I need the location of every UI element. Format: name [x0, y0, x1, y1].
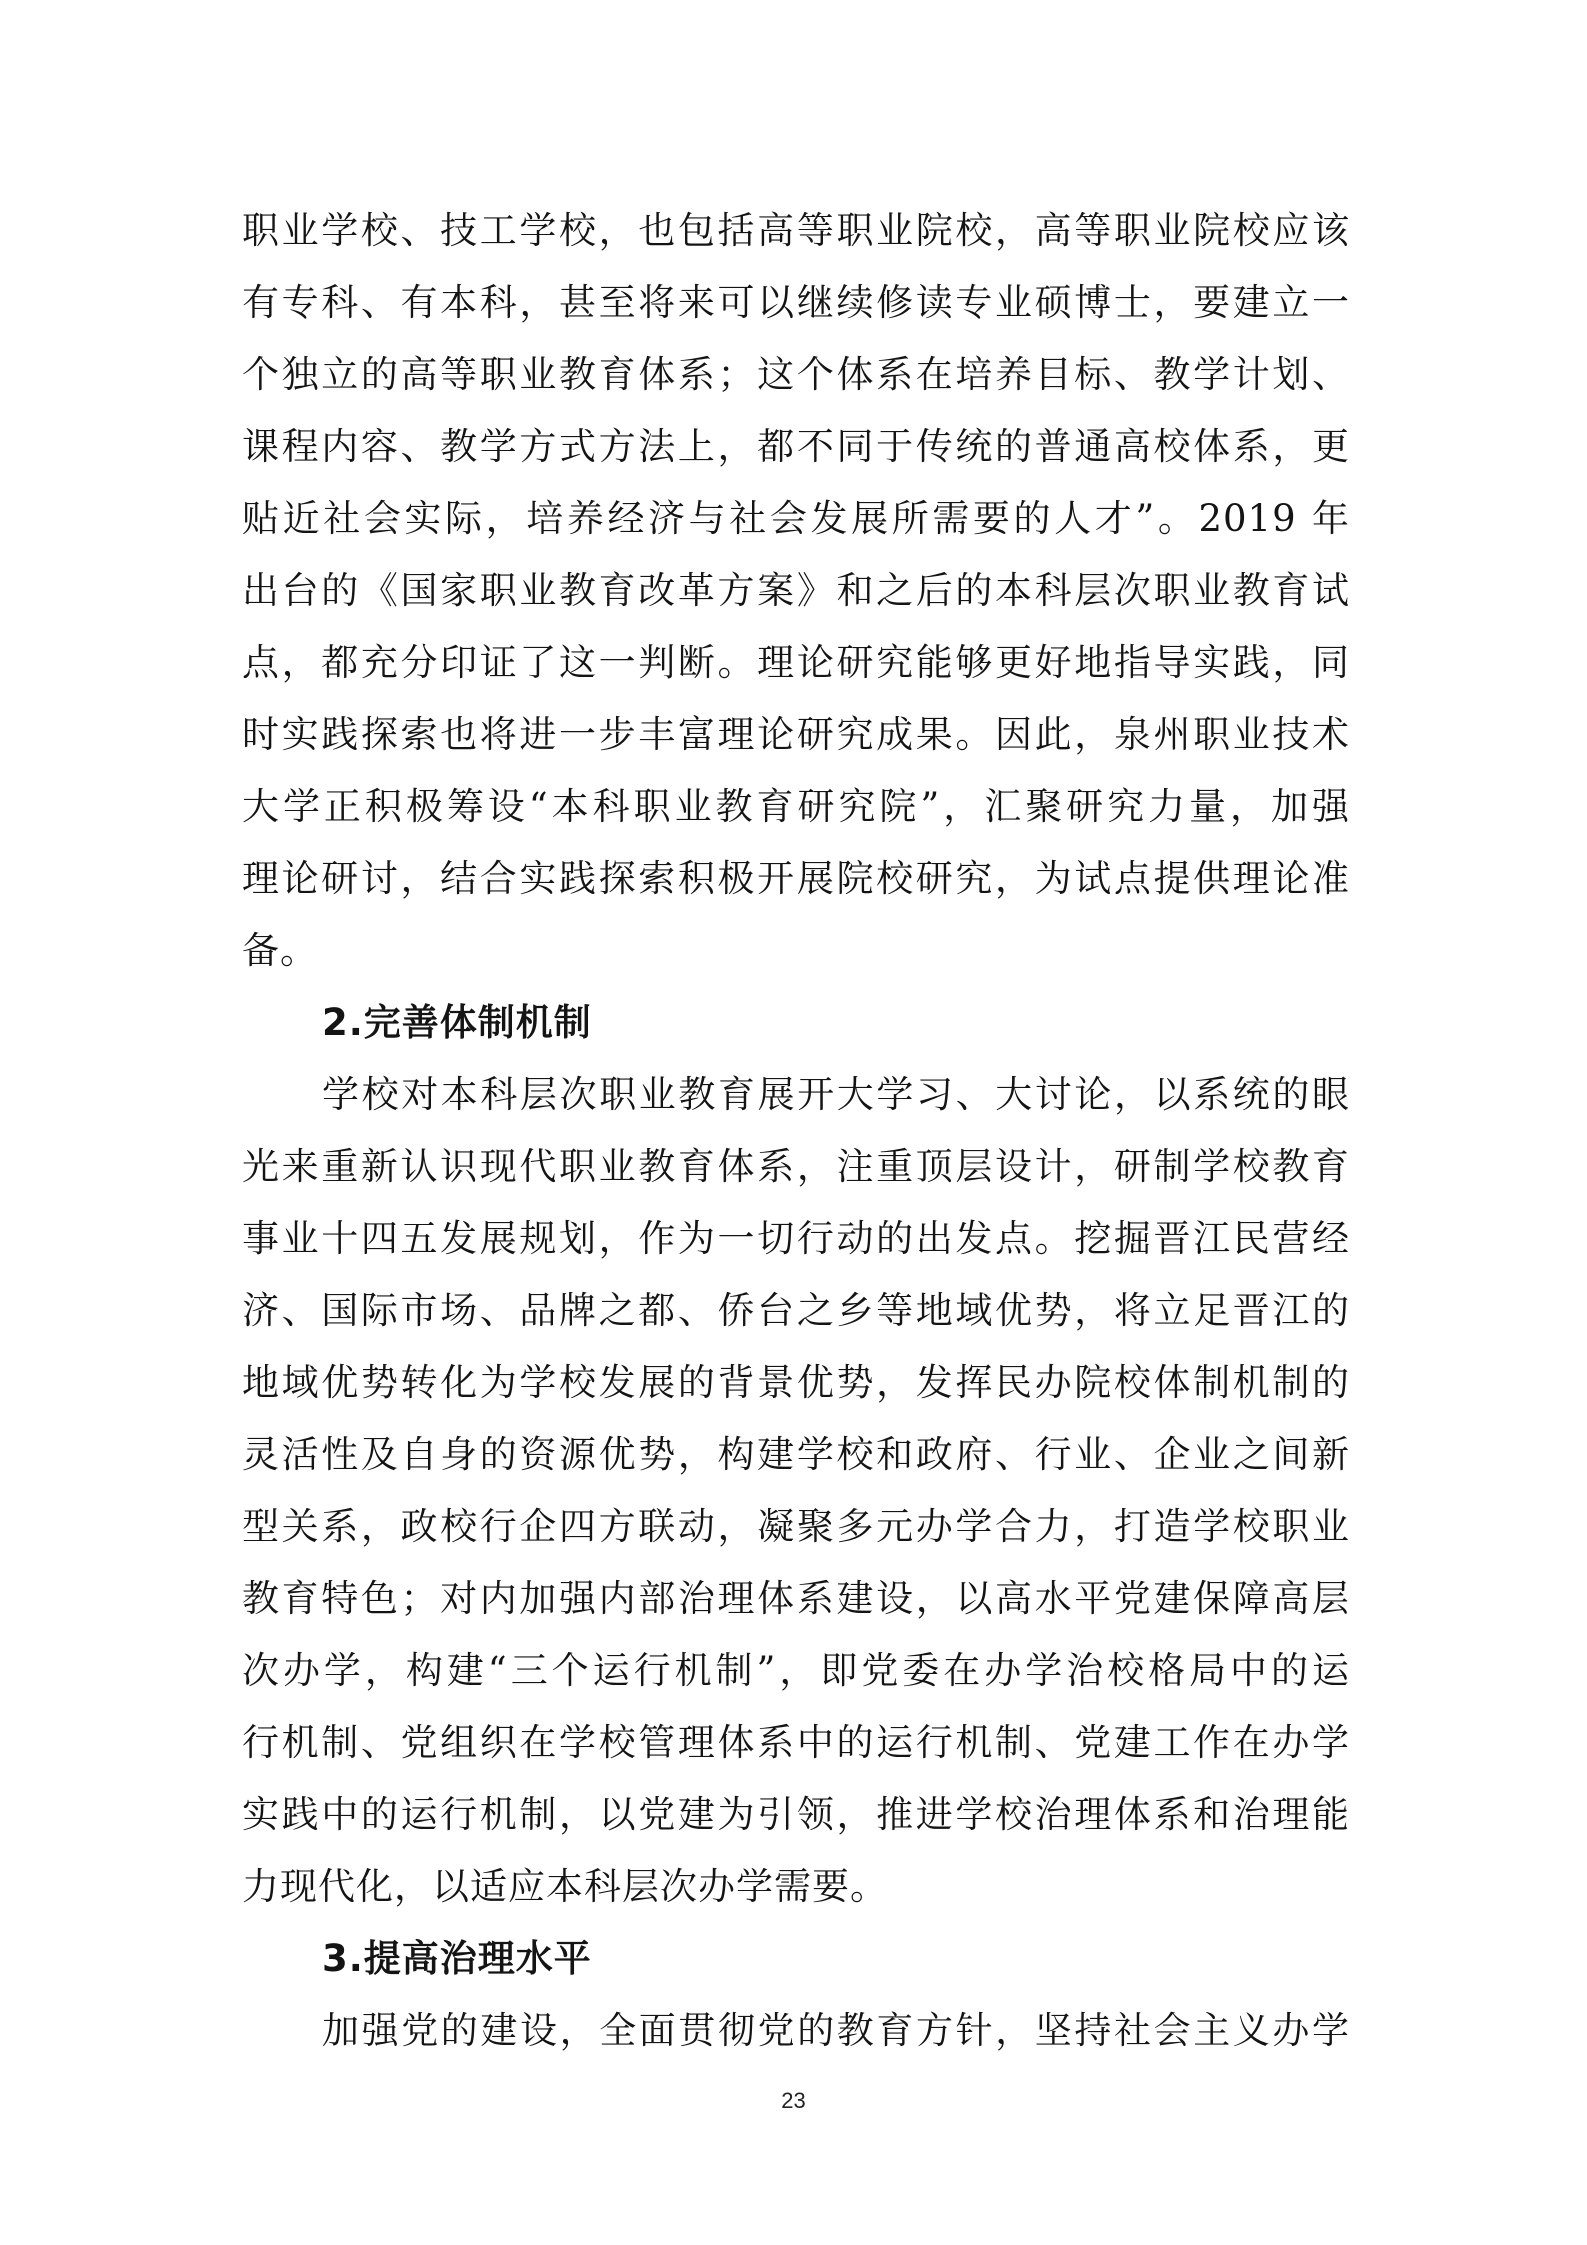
paragraph-line: 济、国际市场、品牌之都、侨台之乡等地域优势，将立足晋江的: [242, 1289, 1350, 1332]
paragraph-line: 光来重新认识现代职业教育体系，注重顶层设计，研制学校教育: [242, 1145, 1350, 1188]
paragraph-line: 理论研讨，结合实践探索积极开展院校研究，为试点提供理论准: [242, 857, 1350, 900]
section-heading-3: 3.提高治理水平: [322, 1937, 592, 1980]
paragraph-line: 事业十四五发展规划，作为一切行动的出发点。挖掘晋江民营经: [242, 1217, 1350, 1260]
paragraph-line: 学校对本科层次职业教育展开大学习、大讨论，以系统的眼: [322, 1073, 1350, 1116]
paragraph-line: 贴近社会实际，培养经济与社会发展所需要的人才”。2019 年: [242, 497, 1350, 540]
paragraph-line: 教育特色；对内加强内部治理体系建设，以高水平党建保障高层: [242, 1577, 1350, 1620]
paragraph-line: 课程内容、教学方式方法上，都不同于传统的普通高校体系，更: [242, 425, 1350, 468]
paragraph-line: 地域优势转化为学校发展的背景优势，发挥民办院校体制机制的: [242, 1361, 1350, 1404]
paragraph-line: 灵活性及自身的资源优势，构建学校和政府、行业、企业之间新: [242, 1433, 1350, 1476]
paragraph-line: 次办学，构建“三个运行机制”，即党委在办学治校格局中的运: [242, 1649, 1350, 1692]
paragraph-line: 时实践探索也将进一步丰富理论研究成果。因此，泉州职业技术: [242, 713, 1350, 756]
paragraph-line: 型关系，政校行企四方联动，凝聚多元办学合力，打造学校职业: [242, 1505, 1350, 1548]
paragraph-line: 点，都充分印证了这一判断。理论研究能够更好地指导实践，同: [242, 641, 1350, 684]
page-number: 23: [781, 2088, 806, 2113]
section-heading-2: 2.完善体制机制: [322, 1001, 592, 1044]
paragraph-line: 出台的《国家职业教育改革方案》和之后的本科层次职业教育试: [242, 569, 1350, 612]
paragraph-line: 加强党的建设，全面贯彻党的教育方针，坚持社会主义办学: [322, 2009, 1350, 2052]
paragraph-line: 力现代化，以适应本科层次办学需要。: [242, 1865, 888, 1908]
paragraph-line: 大学正积极筹设“本科职业教育研究院”，汇聚研究力量，加强: [242, 785, 1350, 828]
paragraph-line: 行机制、党组织在学校管理体系中的运行机制、党建工作在办学: [242, 1721, 1350, 1764]
paragraph-line: 备。: [242, 929, 318, 972]
paragraph-line: 有专科、有本科，甚至将来可以继续修读专业硕博士，要建立一: [242, 281, 1350, 324]
paragraph-line: 职业学校、技工学校，也包括高等职业院校，高等职业院校应该: [242, 209, 1350, 252]
paragraph-line: 个独立的高等职业教育体系；这个体系在培养目标、教学计划、: [242, 353, 1350, 396]
paragraph-line: 实践中的运行机制，以党建为引领，推进学校治理体系和治理能: [242, 1793, 1350, 1836]
